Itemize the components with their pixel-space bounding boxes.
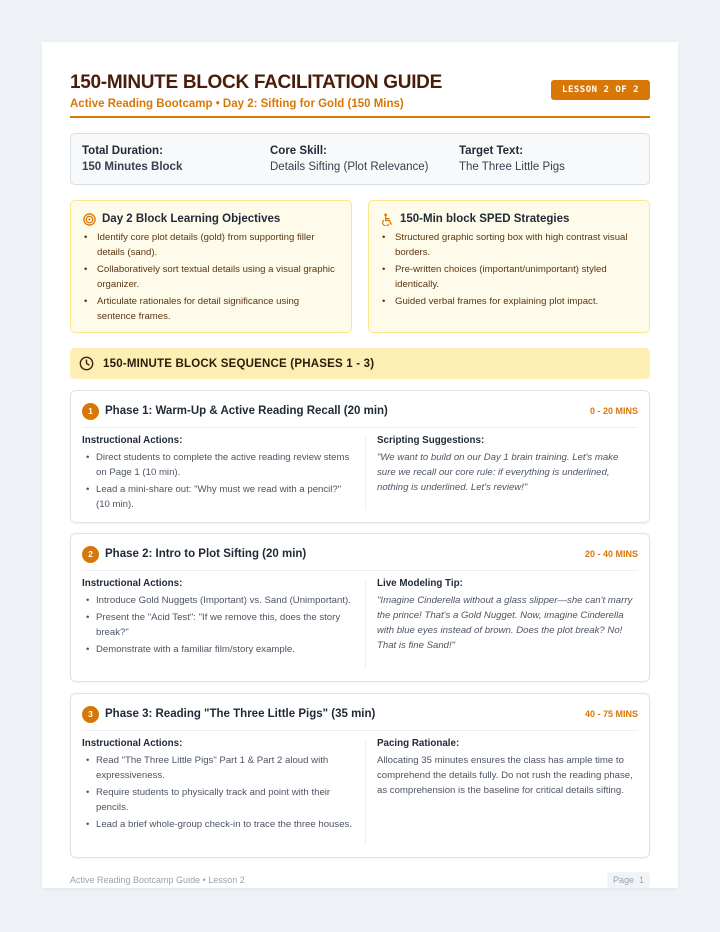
- actions-list: [82, 450, 354, 512]
- summary-value: The Three Little Pigs: [459, 161, 565, 173]
- target-icon: [83, 213, 96, 226]
- list-item: • Collaboratively sort textual details using a visual graphic organizer.: [93, 263, 339, 292]
- summary-label: Total Duration:: [82, 145, 163, 157]
- lesson-badge: LESSON 2 OF 2: [551, 80, 650, 100]
- page-title: 150-MINUTE BLOCK FACILITATION GUIDE: [70, 72, 442, 93]
- phase-actions: [82, 576, 354, 659]
- list-item: • Articulate rationales for detail significance using sentence frames.: [93, 295, 339, 324]
- phase-title: Phase 1: Warm-Up & Active Reading Recall (20 min): [105, 405, 388, 417]
- phase-header: [82, 704, 638, 724]
- phase-header: [82, 544, 638, 564]
- page-footer: [70, 872, 650, 890]
- page-subtitle: Active Reading Bootcamp • Day 2: Sifting for Gold (150 Mins): [70, 98, 404, 110]
- actions-list: [82, 753, 354, 832]
- document-page: [42, 42, 678, 888]
- notes-text: "Imagine Cinderella without a glass slipper—she can't marry the prince! That's a Gold Nugget. Now, imagine Cinderella with blue eyes instead of brown. Does the plot break? No! That is fine Sand!": [377, 595, 633, 651]
- summary-core-skill: [270, 143, 429, 176]
- phase-header: [82, 401, 638, 421]
- page-num: 1: [638, 875, 644, 885]
- list-item: • Require students to physically track and point with their pencils.: [96, 785, 354, 815]
- summary-value: Details Sifting (Plot Relevance): [270, 161, 429, 173]
- actions-label: Instructional Actions:: [82, 738, 183, 749]
- phase-title: Phase 2: Intro to Plot Sifting (20 min): [105, 548, 307, 560]
- footer-text: Active Reading Bootcamp Guide • Lesson 2: [70, 875, 245, 885]
- phase-number-badge: 3: [82, 706, 99, 723]
- phase-time-range: 0 - 20 MINS: [589, 406, 638, 416]
- sped-title: 150-Min block SPED Strategies: [400, 213, 570, 225]
- notes-text: "We want to build on our Day 1 brain training. Let's make sure we recall our core rule: if everything is underlined, nothing is underlined. Let's review!": [377, 452, 619, 493]
- divider: [82, 570, 638, 571]
- objectives-box: [70, 200, 352, 333]
- phase-card-2: [70, 533, 650, 682]
- summary-panel: [70, 133, 650, 185]
- list-item: • Introduce Gold Nuggets (Important) vs. Sand (Unimportant).: [96, 593, 354, 608]
- list-item: • Present the "Acid Test": "If we remove this, does the story break?": [96, 610, 354, 640]
- sped-list: [381, 231, 637, 310]
- phase-notes: [377, 736, 638, 798]
- sequence-title: 150-MINUTE BLOCK SEQUENCE (PHASES 1 - 3): [103, 357, 375, 370]
- list-item: • Lead a mini-share out: "Why must we read with a pencil?" (10 min).: [96, 482, 354, 512]
- phase-number-badge: 1: [82, 403, 99, 420]
- notes-label: Live Modeling Tip:: [377, 578, 463, 589]
- notes-label: Scripting Suggestions:: [377, 435, 485, 446]
- divider: [365, 740, 366, 845]
- list-item: • Read "The Three Little Pigs" Part 1 & Part 2 aloud with expressiveness.: [96, 753, 354, 783]
- accessibility-icon: [381, 213, 394, 226]
- sequence-banner: [70, 348, 650, 379]
- objectives-title: Day 2 Block Learning Objectives: [102, 213, 281, 225]
- summary-label: Core Skill:: [270, 145, 327, 157]
- divider: [82, 730, 638, 731]
- sped-heading: [381, 210, 637, 228]
- phase-time-range: 40 - 75 MINS: [584, 709, 638, 719]
- summary-value: 150 Minutes Block: [82, 161, 183, 173]
- clock-icon: [79, 356, 94, 371]
- actions-list: [82, 593, 354, 657]
- list-item: • Identify core plot details (gold) from supporting filler details (sand).: [93, 231, 339, 260]
- phase-number-badge: 2: [82, 546, 99, 563]
- divider: [82, 427, 638, 428]
- phase-title: Phase 3: Reading "The Three Little Pigs" (35 min): [105, 708, 376, 720]
- phase-notes: [377, 576, 638, 653]
- list-item: • Structured graphic sorting box with high contrast visual borders.: [391, 231, 637, 260]
- notes-label: Pacing Rationale:: [377, 738, 460, 749]
- phase-card-1: [70, 390, 650, 523]
- divider: [365, 580, 366, 669]
- objectives-list: [83, 231, 339, 324]
- actions-label: Instructional Actions:: [82, 435, 183, 446]
- summary-target-text: [459, 143, 565, 176]
- objectives-heading: [83, 210, 339, 228]
- page-header: [70, 72, 650, 118]
- phase-time-range: 20 - 40 MINS: [584, 549, 638, 559]
- list-item: • Demonstrate with a familiar film/story example.: [96, 642, 354, 657]
- list-item: • Pre-written choices (important/unimportant) styled identically.: [391, 263, 637, 292]
- list-item: • Direct students to complete the active reading review stems on Page 1 (10 min).: [96, 450, 354, 480]
- summary-duration: [82, 143, 182, 176]
- notes-text: Allocating 35 minutes ensures the class has ample time to comprehend the details fully. Do not rush the reading phase, as comprehension is the baseline for critical details sifting.: [377, 755, 633, 796]
- phase-card-3: [70, 693, 650, 858]
- phase-notes: [377, 433, 638, 495]
- summary-label: Target Text:: [459, 145, 524, 157]
- list-item: • Guided verbal frames for explaining plot impact.: [391, 295, 637, 310]
- divider: [365, 437, 366, 510]
- page-label: Page: [612, 875, 634, 885]
- page-number: [607, 872, 650, 888]
- phase-actions: [82, 433, 354, 514]
- phase-actions: [82, 736, 354, 834]
- sped-strategies-box: [368, 200, 650, 333]
- list-item: • Lead a brief whole-group check-in to trace the three houses.: [96, 817, 354, 832]
- actions-label: Instructional Actions:: [82, 578, 183, 589]
